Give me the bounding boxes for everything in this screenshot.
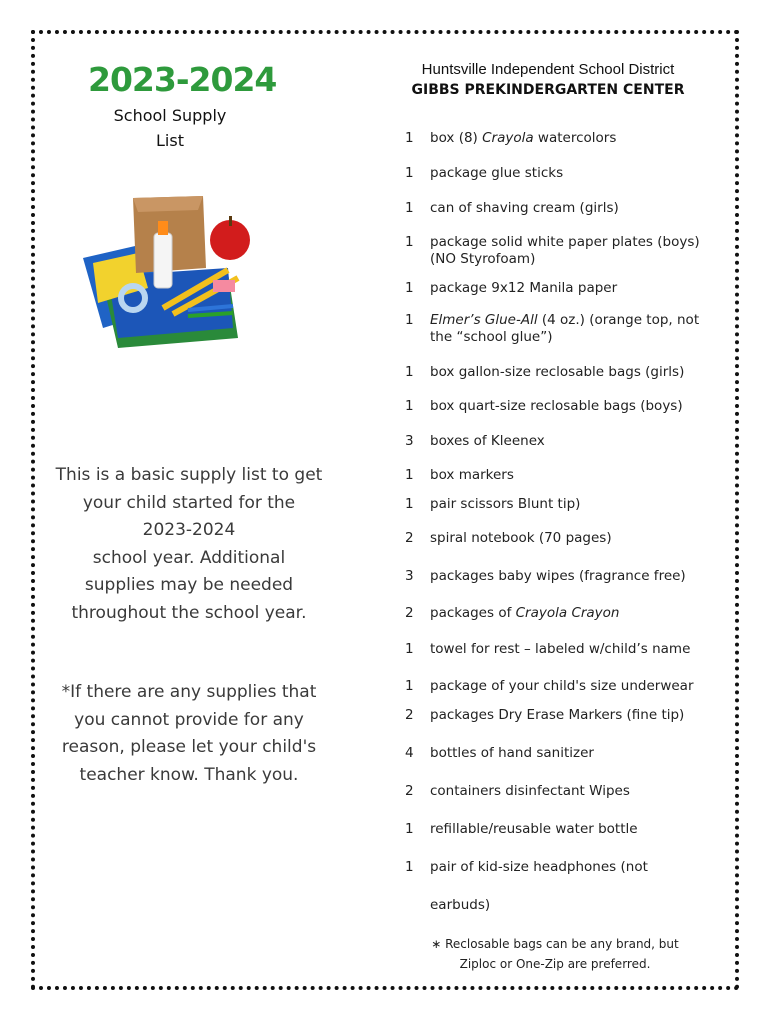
note-paragraph (54, 679, 324, 789)
supply-text: pair of kid-size headphones (not (430, 859, 648, 875)
supply-item (405, 280, 715, 297)
supply-quantity: 1 (405, 130, 414, 146)
supply-text: box (8) (430, 130, 483, 146)
supply-text: towel for rest – labeled w/child’s name (430, 641, 691, 657)
intro-line: your child started for the (82, 492, 296, 513)
note-line: teacher know. Thank you. (79, 764, 299, 785)
supply-item (405, 678, 715, 695)
supply-item (405, 783, 715, 800)
supply-quantity: 1 (405, 280, 414, 296)
supply-item (405, 897, 715, 914)
supply-description (430, 678, 715, 695)
intro-line: supplies may be needed (84, 575, 294, 595)
supply-description (430, 783, 715, 800)
supply-text: boxes of Kleenex (430, 433, 545, 449)
district-name: Huntsville Independent School District (421, 61, 675, 78)
supply-text: packages baby wipes (fragrance free) (430, 568, 686, 584)
supply-item (405, 605, 715, 622)
supply-quantity: 1 (405, 821, 414, 837)
supply-item (405, 496, 715, 513)
supply-quantity: 1 (405, 467, 414, 483)
subtitle-line-1: School Supply (113, 106, 227, 125)
supply-text: containers disinfectant Wipes (430, 783, 630, 799)
supply-description (430, 821, 715, 838)
footnote-line-1: ∗ Reclosable bags can be any brand, but (431, 937, 679, 951)
supply-text: can of shaving cream (girls) (430, 200, 619, 216)
supply-text: package solid white paper plates (boys) (NO Styrofoam) (430, 234, 700, 267)
supply-item (405, 707, 715, 724)
supply-quantity: 1 (405, 364, 414, 380)
supply-text: package glue sticks (430, 165, 564, 181)
supply-text: spiral notebook (70 pages) (430, 530, 612, 546)
supply-description (430, 641, 715, 658)
supply-description (430, 496, 715, 513)
supply-item (405, 364, 715, 381)
note-line: *If there are any supplies that (61, 682, 317, 702)
supply-description (430, 165, 715, 182)
note-line: reason, please let your child's (61, 737, 317, 757)
intro-line: throughout the school year. (71, 602, 307, 623)
supply-quantity (405, 897, 430, 914)
supply-item (405, 467, 715, 484)
supply-quantity: 1 (405, 496, 414, 512)
supply-description (430, 897, 715, 914)
supply-item (405, 312, 715, 346)
supply-item (405, 200, 715, 217)
supply-description (430, 745, 715, 762)
intro-line: This is a basic supply list to get (55, 465, 323, 485)
supply-brand: Crayola (482, 130, 534, 146)
supply-text: refillable/reusable water bottle (430, 821, 638, 837)
supply-description (430, 280, 715, 297)
supply-quantity: 2 (405, 605, 414, 621)
intro-line: 2023-2024 (142, 520, 236, 540)
supply-quantity: 1 (405, 641, 414, 657)
supply-text: watercolors (533, 130, 617, 146)
supply-quantity: 4 (405, 745, 414, 761)
supply-text: package 9x12 Manila paper (430, 280, 618, 296)
supply-description (430, 234, 715, 268)
supply-description (430, 312, 715, 346)
supply-item (405, 165, 715, 182)
supply-text: box markers (430, 467, 514, 483)
supply-description (430, 859, 715, 876)
supply-quantity: 1 (405, 678, 414, 694)
supply-item (405, 234, 715, 268)
supply-quantity: 2 (405, 707, 414, 723)
supply-text: packages of (430, 605, 516, 621)
supply-text: pair scissors Blunt tip) (430, 496, 581, 512)
supply-description (430, 605, 715, 622)
supply-item (405, 130, 715, 147)
supply-item (405, 530, 715, 547)
supply-quantity: 1 (405, 312, 414, 328)
supply-description (430, 530, 715, 547)
supply-quantity: 1 (405, 398, 414, 414)
supply-quantity: 3 (405, 568, 414, 584)
school-supplies-illustration (78, 188, 258, 353)
footnote (415, 934, 695, 974)
supply-text: earbuds) (430, 897, 491, 913)
supply-item (405, 433, 715, 450)
supply-quantity: 2 (405, 530, 414, 546)
subtitle-line-2: List (156, 131, 184, 150)
supply-quantity: 1 (405, 165, 414, 181)
supply-text: package of your child's size underwear (430, 678, 694, 694)
supply-item (405, 568, 715, 585)
supply-text: bottles of hand sanitizer (430, 745, 594, 761)
supply-brand: Crayola Crayon (515, 605, 620, 621)
supply-text: packages Dry Erase Markers (fine tip) (430, 707, 685, 723)
supply-quantity: 3 (405, 433, 414, 449)
supply-description (430, 568, 715, 585)
supply-item (405, 859, 715, 876)
supply-text: (4 oz.) (orange top, not the “school glue”) (430, 312, 700, 345)
supply-quantity: 1 (405, 859, 414, 875)
supply-description (430, 364, 715, 381)
supply-quantity: 1 (405, 200, 414, 216)
supply-text: box gallon-size reclosable bags (girls) (430, 364, 685, 380)
supply-item (405, 641, 715, 658)
school-name: GIBBS PREKINDERGARTEN CENTER (411, 82, 685, 98)
supply-description (430, 467, 715, 484)
supply-description (430, 398, 715, 415)
supply-quantity: 1 (405, 234, 414, 250)
supply-item (405, 821, 715, 838)
supply-item (405, 398, 715, 415)
supply-text: box quart-size reclosable bags (boys) (430, 398, 683, 414)
supply-quantity: 2 (405, 783, 414, 799)
supply-description (430, 707, 715, 724)
intro-line: school year. Additional (92, 547, 286, 568)
supply-description (430, 200, 715, 217)
note-line: you cannot provide for any (74, 709, 304, 730)
supply-list-subtitle (90, 103, 250, 153)
footnote-line-2: Ziploc or One-Zip are preferred. (459, 957, 651, 971)
year-title: 2023-2024 (88, 60, 277, 99)
supply-brand: Elmer’s Glue-All (430, 312, 538, 328)
supply-description (430, 433, 715, 450)
supply-description (430, 130, 715, 147)
supply-item (405, 745, 715, 762)
intro-paragraph (54, 462, 324, 627)
